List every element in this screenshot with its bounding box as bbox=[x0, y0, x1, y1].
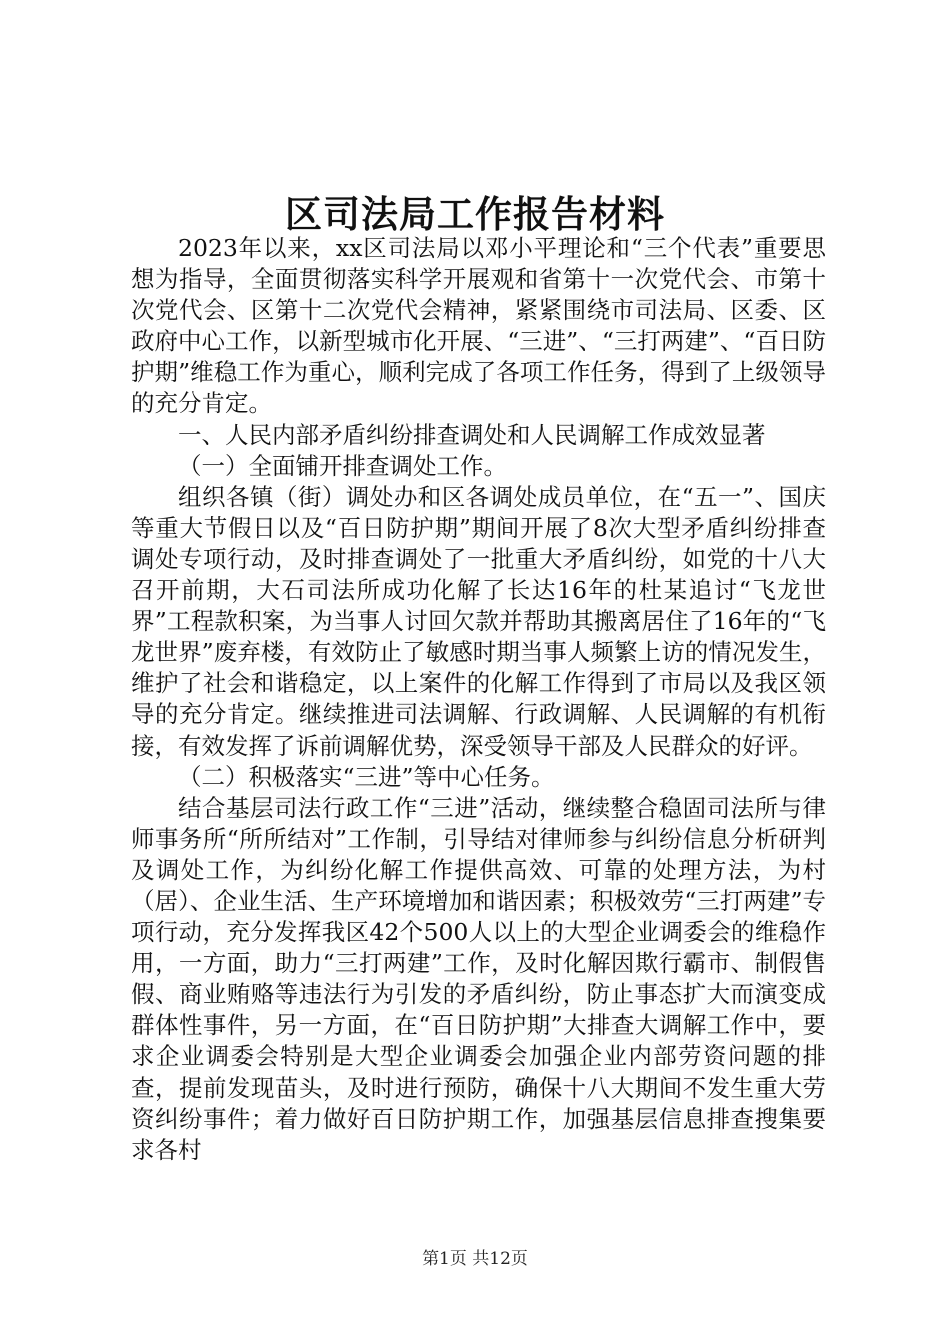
section-heading: 一、人民内部矛盾纠纷排查调处和人民调解工作成效显著 bbox=[178, 420, 766, 449]
document-title: 区司法局工作报告材料 bbox=[285, 192, 665, 236]
body-paragraph-2: 结合基层司法行政工作“三进”活动，继续整合稳固司法所与律师事务所“所所结对”工作制，引导结对律师参与纠纷信息分析研判及调处工作，为纠纷化解工作提供高效、可靠的处理方法，为村（居）、企业生活、生产环境增加和谐因素；积极效劳“三打两建”专项行动，充分发挥我区42个500人以上的大型企业调委会的维稳作用，一方面，助力“三打两建”工作，及时化解因欺行霸市、制假售假、商业贿赂等违法行为引发的矛盾纠纷，防止事态扩大而演变成群体性事件，另一方面，在“百日防护期”大排查大调解工作中，要求企业调委会特别是大型企业调委会加强企业内部劳资问题的排查，提前发现苗头，及时进行预防，确保十八大期间不发生重大劳资纠纷事件；着力做好百日防护期工作，加强基层信息排查搜集要求各村 bbox=[131, 793, 826, 1164]
document-body bbox=[131, 233, 826, 1166]
subsection-heading-1: （一）全面铺开排查调处工作。 bbox=[178, 451, 507, 480]
subsection-heading-2: （二）积极落实“三进”等中心任务。 bbox=[178, 762, 555, 791]
intro-paragraph: 2023年以来，xx区司法局以邓小平理论和“三个代表”重要思想为指导，全面贯彻落实科学开展观和省第十一次党代会、市第十次党代会、区第十二次党代会精神，紧紧围绕市司法局、区委、区政府中心工作，以新型城市化开展、“三进”、“三打两建”、“百日防护期”维稳工作为重心，顺利完成了各项工作任务，得到了上级领导的充分肯定。 bbox=[131, 234, 826, 418]
body-paragraph-1: 组织各镇（街）调处办和区各调处成员单位，在“五一”、国庆等重大节假日以及“百日防护期”期间开展了8次大型矛盾纠纷排查调处专项行动，及时排查调处了一批重大矛盾纠纷，如党的十八大召开前期，大石司法所成功化解了长达16年的杜某追讨“飞龙世界”工程款积案，为当事人讨回欠款并帮助其搬离居住了16年的“飞龙世界”废弃楼，有效防止了敏感时期当事人频繁上访的情况发生，维护了社会和谐稳定，以上案件的化解工作得到了市局以及我区领导的充分肯定。继续推进司法调解、行政调解、人民调解的有机衔接，有效发挥了诉前调解优势，深受领导干部及人民群众的好评。 bbox=[131, 482, 826, 760]
page-number: 第1页 共12页 bbox=[422, 1249, 528, 1269]
